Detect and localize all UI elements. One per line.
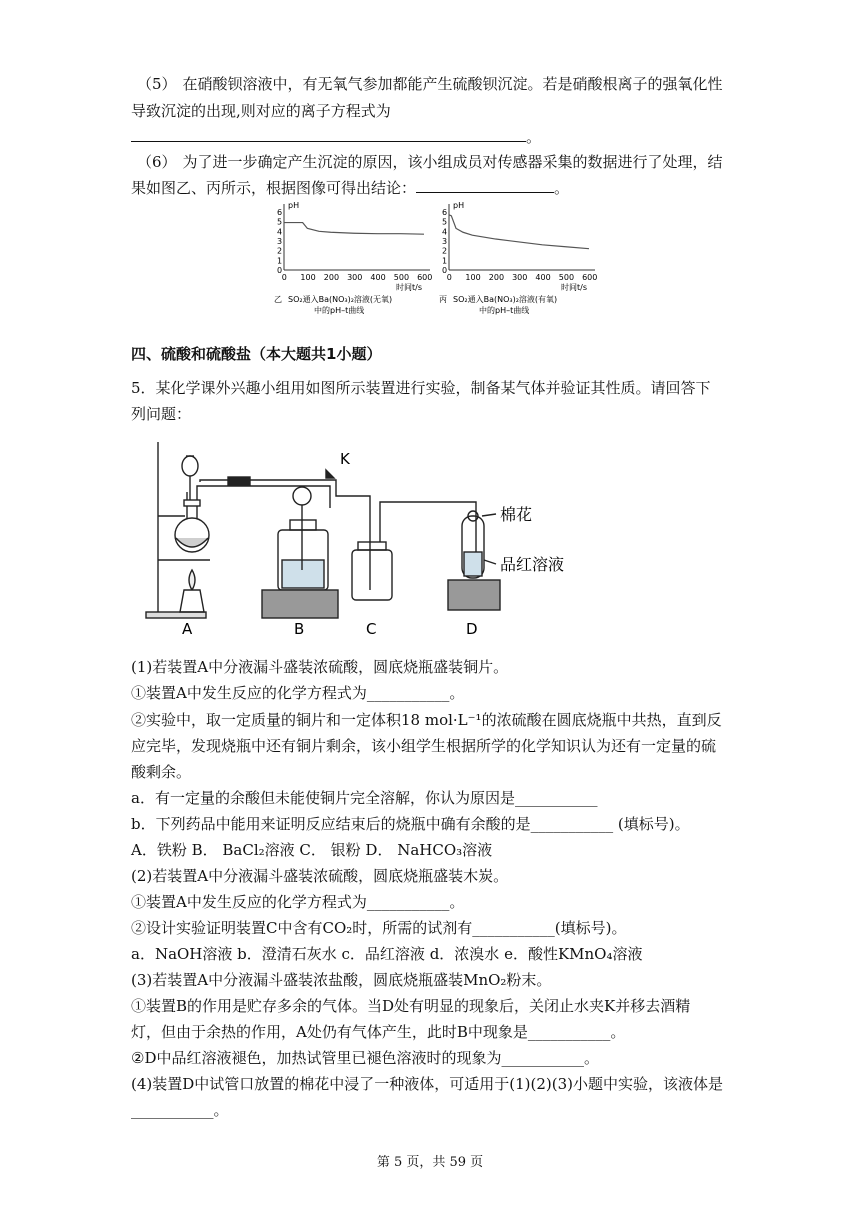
y-axis-label: pH [453,201,465,210]
x-axis-label: 时间t/s [396,283,422,292]
funnel-b [293,487,311,505]
x-tick-label: 0 [446,273,452,282]
y-tick-label: 6 [442,207,448,217]
q-line: ___________。 [131,1101,229,1119]
y-tick-label: 1 [442,256,448,266]
ph-curve [449,215,589,249]
q-line: A．铁粉 B． BaCl₂溶液 C． 银粉 D． NaHCO₃溶液 [131,841,493,859]
x-tick-label: 500 [393,273,410,282]
y-tick-label: 2 [277,246,283,256]
graph-label: 乙 [274,295,282,304]
block-d [448,580,500,610]
y-tick-label: 5 [277,217,283,227]
label-a: A [182,620,193,638]
bottle-c [352,550,392,600]
q-line: (4)装置D中试管口放置的棉花中浸了一种液体，可适用于(1)(2)(3)小题中实验，该液体是 [131,1075,724,1093]
page-footer: 第 5 页，共 59 页 [376,1155,484,1170]
part5-number: （5） [137,75,177,93]
graph-label: 丙 [439,295,447,304]
q-line: ①装置B的作用是贮存多余的气体。当D处有明显的现象后，关闭止水夹K并移去酒精 [131,997,691,1015]
solution-label: 品红溶液 [500,555,565,574]
y-tick-label: 2 [442,246,448,256]
q-line: 酸剩余。 [131,763,192,781]
x-tick-label: 500 [558,273,575,282]
q-line: ②D中品红溶液褪色，加热试管里已褪色溶液时的现象为___________。 [131,1049,599,1067]
valve-k [326,470,334,478]
q-line: (2)若装置A中分液漏斗盛装浓硫酸，圆底烧瓶盛装木炭。 [131,867,509,885]
q-line: ②实验中，取一定质量的铜片和一定体积18 mol·L⁻¹的浓硫酸在圆底烧瓶中共热，直到反 [131,711,722,729]
q5-part6-line1 [137,152,723,172]
q-line: (3)若装置A中分液漏斗盛装浓盐酸，圆底烧瓶盛装MnO₂粉末。 [131,971,552,989]
part6-text-1: 为了进一步确定产生沉淀的原因，该小组成员对传感器采集的数据进行了处理，结 [182,153,723,171]
label-c: C [366,620,377,638]
graph-caption: SO₂通入Ba(NO₃)₂溶液(无氧) [288,295,393,304]
x-tick-label: 200 [488,273,505,282]
x-tick-label: 300 [347,273,363,282]
section-heading: 四、硫酸和硫酸盐（本大题共1小题） [131,345,382,363]
q-line: ②设计实验证明装置C中含有CO₂时，所需的试剂有___________(填标号)。 [131,919,627,937]
cotton-label: 棉花 [500,505,533,524]
y-tick-label: 3 [442,236,448,246]
q-line: 应完毕，发现烧瓶中还有铜片剩余，该小组学生根据所学的化学知识认为还有一定量的硫 [131,737,717,755]
x-axis-label: 时间t/s [561,283,587,292]
period: 。 [554,179,570,197]
q-line: (1)若装置A中分液漏斗盛装浓硫酸，圆底烧瓶盛装铜片。 [131,658,509,676]
answer-blank[interactable] [131,127,526,142]
alcohol-lamp [180,590,204,612]
label-b: B [294,620,305,638]
apparatus-figure [140,430,580,640]
y-tick-label: 6 [277,207,283,217]
graph-caption: SO₂通入Ba(NO₃)₂溶液(有氧) [453,295,558,304]
stand-base [146,612,206,618]
q-line: a．有一定量的余酸但未能使铜片完全溶解，你认为原因是___________ [131,789,598,807]
x-tick-label: 400 [535,273,551,282]
y-tick-label: 1 [277,256,283,266]
q-line: b．下列药品中能用来证明反应结束后的烧瓶中确有余酸的是___________ (填标号)。 [131,815,690,833]
y-tick-label: 0 [442,266,448,275]
x-tick-label: 600 [417,273,433,282]
x-tick-label: 100 [300,273,316,282]
q-line: 灯，但由于余热的作用，A处仍有气体产生，此时B中现象是___________。 [131,1023,626,1041]
x-tick-label: 400 [370,273,386,282]
q-line: ①装置A中发生反应的化学方程式为___________。 [131,893,465,911]
x-tick-label: 200 [323,273,340,282]
y-tick-label: 0 [277,266,283,275]
question-intro-1: 5．某化学课外兴趣小组用如图所示装置进行实验，制备某气体并验证其性质。请回答下 [131,379,711,397]
part5-text-2: 导致沉淀的出现,则对应的离子方程式为 [131,102,391,120]
answer-blank[interactable] [416,178,554,193]
y-axis-label: pH [288,201,300,210]
valve-label: K [340,450,350,468]
y-tick-label: 4 [277,227,283,237]
part6-text-2: 果如图乙、丙所示，根据图像可得出结论： [131,179,417,197]
x-tick-label: 100 [465,273,481,282]
ph-curve [284,223,424,235]
x-tick-label: 0 [281,273,287,282]
block-b [262,590,338,618]
flask-liquid [176,538,208,547]
part6-number: （6） [137,153,177,171]
part5-answer-line[interactable] [131,127,541,147]
question-intro-2: 列问题： [131,405,192,423]
y-tick-label: 4 [442,227,448,237]
separatory-funnel [182,456,198,476]
period: 。 [526,128,542,146]
x-tick-label: 600 [582,273,598,282]
y-tick-label: 3 [277,236,283,246]
y-tick-label: 5 [442,217,448,227]
ph-time-graphs [270,200,600,324]
q-line: a．NaOH溶液 b．澄清石灰水 c．品红溶液 d．浓溴水 e．酸性KMnO₄溶液 [131,945,643,963]
graph-caption: 中的pH–t曲线 [479,306,530,315]
x-tick-label: 300 [512,273,528,282]
q5-part5-line1 [137,74,723,94]
q5-part6-line2 [131,178,569,198]
label-d: D [466,620,478,638]
q-line: ①装置A中发生反应的化学方程式为___________。 [131,684,465,702]
graph-caption: 中的pH–t曲线 [314,306,365,315]
part5-text-1: 在硝酸钡溶液中，有无氧气参加都能产生硫酸钡沉淀。若是硝酸根离子的强氧化性 [182,75,723,93]
